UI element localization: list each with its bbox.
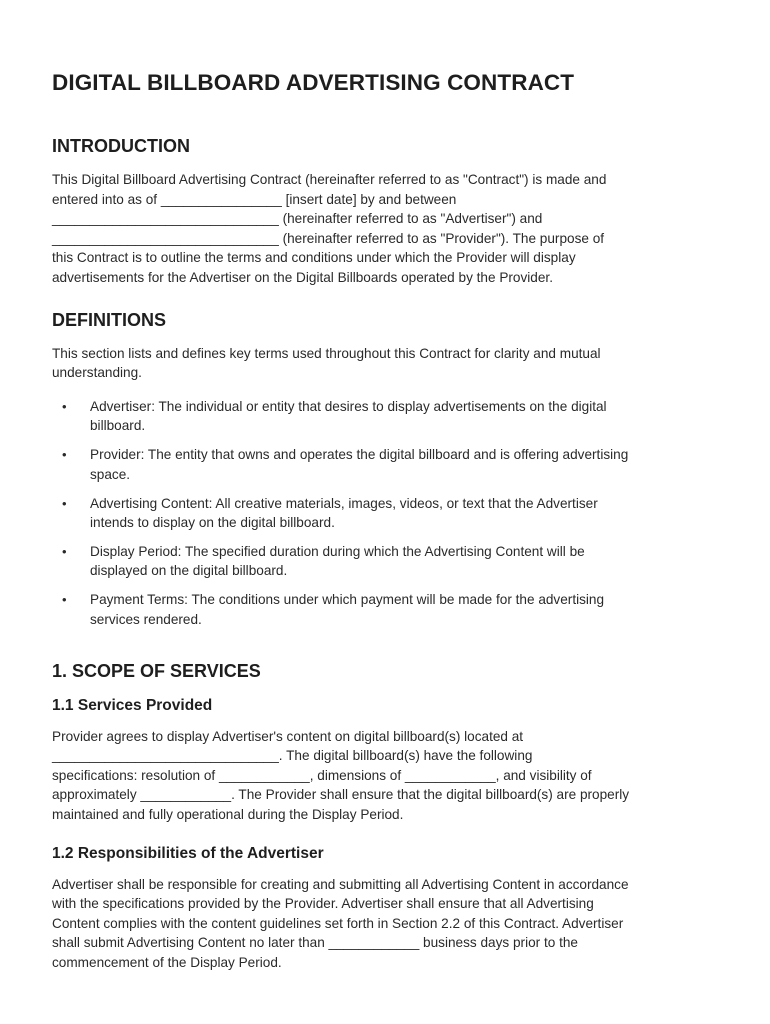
list-item (52, 445, 718, 484)
list-item (52, 542, 718, 581)
text-line: approximately ____________. The Provider shall ensure that the digital billboard(s) are properly (52, 787, 630, 803)
text-line: this Contract is to outline the terms and conditions under which the Provider will display (52, 250, 576, 266)
text-line: billboard. (90, 418, 146, 434)
text-line: space. (90, 466, 131, 482)
text-line: Payment Terms: The conditions under which payment will be made for the advertising (90, 592, 605, 608)
bullet-icon: • (62, 495, 67, 511)
text-line: with the specifications provided by the Provider. Advertiser shall ensure that all Advertising (52, 896, 594, 912)
bullet-icon: • (62, 398, 67, 414)
text-line: maintained and fully operational during the Display Period. (52, 807, 404, 822)
text-line: ______________________________ (hereinafter referred to as "Provider"). The purpose of (52, 230, 605, 246)
scope-of-services-section (52, 661, 718, 973)
text-line: specifications: resolution of ____________, dimensions of ____________, and visibility of (52, 767, 592, 783)
list-item (52, 494, 718, 533)
introduction-paragraph (52, 170, 718, 288)
definitions-section (52, 310, 718, 630)
text-line: displayed on the digital billboard. (90, 563, 288, 579)
text-line: Display Period: The specified duration during which the Advertising Content will be (90, 543, 585, 559)
text-line: intends to display on the digital billboard. (90, 515, 335, 531)
text-line: commencement of the Display Period. (52, 954, 282, 970)
text-line: This section lists and defines key terms used throughout this Contract for clarity and mutual (52, 345, 601, 361)
text-line: ______________________________. The digital billboard(s) have the following (52, 748, 533, 764)
text-line: This Digital Billboard Advertising Contract (hereinafter referred to as "Contract") is made and (52, 172, 607, 187)
text-line: Advertiser: The individual or entity that desires to display advertisements on the digital (90, 398, 607, 414)
list-item (52, 590, 718, 629)
text-line: ______________________________ (hereinafter referred to as "Advertiser") and (52, 211, 543, 227)
services-provided-heading: 1.1 Services Provided (52, 696, 213, 714)
document-title: DIGITAL BILLBOARD ADVERTISING CONTRACT (52, 70, 575, 95)
text-line: understanding. (52, 365, 142, 381)
scope-heading: 1. SCOPE OF SERVICES (52, 660, 261, 681)
advertiser-responsibilities-heading: 1.2 Responsibilities of the Advertiser (52, 844, 324, 862)
text-line: Advertiser shall be responsible for creating and submitting all Advertising Content in accordance (52, 876, 629, 892)
definitions-heading: DEFINITIONS (52, 309, 167, 330)
text-line: services rendered. (90, 611, 202, 627)
text-line: shall submit Advertising Content no later than ____________ business days prior to the (52, 935, 578, 951)
bullet-icon: • (62, 543, 67, 559)
list-item (52, 397, 718, 436)
definitions-list (52, 397, 718, 630)
services-provided-paragraph (52, 727, 718, 825)
contract-page (52, 70, 718, 973)
text-line: Advertising Content: All creative materials, images, videos, or text that the Advertiser (90, 495, 598, 511)
introduction-section (52, 136, 718, 288)
text-line: advertisements for the Advertiser on the Digital Billboards operated by the Provider. (52, 269, 553, 285)
text-line: Provider agrees to display Advertiser's content on digital billboard(s) located at (52, 728, 524, 744)
bullet-icon: • (62, 447, 67, 463)
bullet-icon: • (62, 592, 67, 608)
introduction-heading: INTRODUCTION (52, 136, 190, 156)
advertiser-responsibilities-paragraph (52, 875, 718, 973)
definitions-intro (52, 344, 718, 383)
text-line: Content complies with the content guidelines set forth in Section 2.2 of this Contract. Advertiser (52, 915, 624, 931)
text-line: Provider: The entity that owns and operates the digital billboard and is offering advertising (90, 447, 629, 463)
text-line: entered into as of ________________ [insert date] by and between (52, 191, 457, 207)
